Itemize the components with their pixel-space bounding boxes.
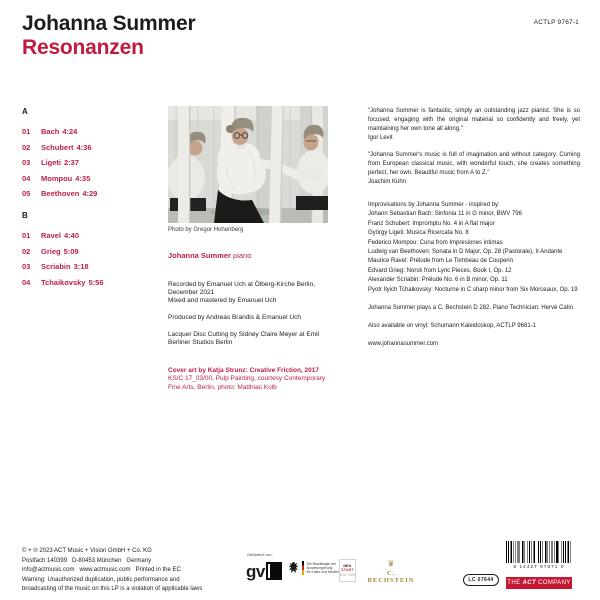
track-title: Tchaikovsky	[41, 277, 86, 287]
banner-word: THE	[507, 580, 521, 586]
gvl-logo-mark	[266, 562, 282, 580]
artist-name: Johanna Summer	[168, 251, 231, 260]
neustart-word: NEU	[343, 563, 352, 568]
tracklist	[22, 107, 162, 293]
banner-word: COMPANY	[538, 580, 571, 586]
inspiration-item: Maurice Ravel: Prélude from Le Tombeau de Couperin	[368, 258, 513, 265]
track-number: 03	[22, 158, 31, 167]
gvl-logo	[246, 562, 282, 580]
track-number: 04	[22, 173, 31, 183]
track-time: 4:35	[75, 173, 91, 183]
track-title: Grieg	[41, 246, 61, 256]
inspiration-item: Edvard Grieg: Norsk from Lyric Pieces, Book I, Op. 12	[368, 267, 512, 274]
copyright-block	[22, 547, 262, 595]
bkm-line: für Kultur und Medien	[306, 570, 340, 575]
quote-author: Igor Levit	[368, 135, 393, 141]
track-row	[22, 158, 162, 167]
production-credits	[168, 281, 333, 392]
bkm-logo-text	[307, 562, 339, 575]
inspiration-item: Alexander Scriabin: Prélude No. 6 in B minor, Op. 11	[368, 277, 508, 284]
neustart-word: KULTUR	[339, 572, 356, 577]
track-row	[22, 262, 162, 271]
inspiration-item: Ludwig van Beethoven: Sonata in D Major, Op. 28 (Pastorale), II Andante	[368, 249, 563, 256]
track-time: 4:40	[64, 231, 80, 240]
piano-note: Johanna Summer plays a C. Bechstein D 282. Piano Technician: Hervé Catin	[368, 305, 573, 312]
producer-credit: Produced by Andreas Brandis & Emanuel Uch	[168, 313, 301, 321]
track-row	[22, 127, 162, 136]
track-number: 05	[22, 189, 31, 198]
inspiration-item: Federico Mompou: Cuna from Impresiones intimas	[368, 239, 503, 246]
track-row	[22, 247, 162, 256]
side-b-label: B	[22, 211, 28, 220]
track-time: 3:18	[73, 262, 89, 271]
track-row	[22, 278, 162, 287]
track-title: Beethoven	[41, 189, 80, 198]
track-time: 5:56	[88, 277, 104, 287]
track-title: Ravel	[41, 231, 62, 240]
catalog-number: ACTLP 9767-1	[533, 19, 579, 26]
label-code-badge: LC 07644	[463, 574, 499, 586]
inspiration-item: Franz Schubert: Impromptu No. 4 in A flat major	[368, 220, 495, 227]
barcode	[506, 541, 572, 569]
quote-text: "Johanna Summer's music is full of imagination and without category. Coming from European classical music, with wonderful touch, she creates something perfect, her own. Beautiful music from A to Z."	[368, 152, 580, 176]
bkm-logo	[288, 561, 339, 575]
also-available-note: Also available on vinyl: Schumann Kaleidoskop, ACTLP 9681-1	[368, 323, 536, 330]
track-row	[22, 231, 162, 240]
inspiration-item: Johann Sebastian Bach: Sinfonia 11 in G minor, BWV 796	[368, 211, 522, 218]
quote-author: Joachim Kühn	[368, 179, 407, 185]
bechstein-logo-text: C. BECHSTEIN	[367, 570, 415, 584]
track-number: 04	[22, 277, 31, 287]
artist-instrument-credit	[168, 251, 251, 260]
track-time: 4:24	[62, 127, 78, 136]
banner-word-act: ACT	[522, 580, 537, 586]
federal-eagle-icon	[288, 561, 299, 575]
track-number: 01	[22, 231, 31, 240]
copyright-line: info@actmusic.com www.actmusic.com Printed in the EC	[22, 567, 181, 574]
track-time: 4:29	[82, 189, 98, 198]
track-time: 2:37	[64, 158, 80, 167]
track-title: Bach	[41, 127, 60, 136]
track-row	[22, 189, 162, 198]
artist-title: Johanna Summer	[22, 12, 196, 35]
bkm-line: Bundesregierung	[306, 565, 333, 570]
crown-icon: ♛	[387, 559, 395, 568]
barcode-digits: 6 14427 97671 0	[513, 564, 565, 569]
track-number: 02	[22, 246, 31, 256]
track-time: 4:36	[76, 142, 92, 152]
photo-credit: Photo by Gregor Hohenberg	[168, 227, 244, 233]
flag-stripe	[302, 561, 304, 575]
recording-credit: Recorded by Emanuel Uch at Ölberg-Kirche Berlin, December 2021	[168, 281, 316, 297]
album-title: Resonanzen	[22, 36, 144, 59]
track-time: 5:09	[63, 246, 79, 256]
track-row	[22, 143, 162, 152]
quote-text: "Johanna Summer is fantastic, simply an outstanding jazz pianist. She is so focused, engaging with the original material so confidently and freely, yet maintaining her own tone all along."	[368, 108, 580, 132]
bkm-line: Die Beauftragte der	[306, 561, 336, 566]
cover-art-detail: KS/C 17_03/00, Pulp Painting, courtesy Contemporary Fine Arts, Berlin, photo: Matthias Kolb	[168, 375, 326, 391]
album-photo	[168, 106, 328, 223]
cover-art-credit: Cover art by Katja Strunz: Creative Friction, 2017	[168, 367, 319, 375]
lacquer-credit: Lacquer Disc Cutting by Sidney Claire Meyer at Emil Berliner Studios Berlin	[168, 330, 320, 347]
photo-illustration	[168, 106, 328, 223]
track-number: 01	[22, 127, 31, 136]
inspiration-item: Pyotr Ilyich Tchaikovsky: Nocturne in C sharp minor from Six Morceaux, Op. 19	[368, 286, 578, 293]
track-title: Ligeti	[41, 158, 61, 167]
funded-by-label: Gefördert von:	[247, 552, 273, 557]
side-a-label: A	[22, 107, 28, 116]
gvl-logo-text: gv	[246, 562, 265, 581]
act-company-banner	[506, 577, 572, 589]
track-row	[22, 174, 162, 183]
track-title: Schubert	[41, 142, 74, 152]
liner-notes-column	[368, 107, 580, 349]
track-number: 02	[22, 142, 31, 152]
inspiration-item: György Ligeti: Musica Ricercata No. 8	[368, 230, 469, 237]
website-link: www.johannasummer.com	[368, 341, 439, 348]
copyright-line: broadcasting of the music on this LP is a violation of applicable laws	[22, 586, 203, 593]
neustart-word: START	[341, 568, 354, 573]
track-title: Scriabin	[41, 262, 71, 271]
barcode-bars	[506, 541, 572, 563]
neustart-kultur-logo	[339, 559, 356, 582]
track-number: 03	[22, 262, 31, 271]
mixing-credit: Mixed and mastered by Emanuel Uch	[168, 297, 277, 305]
copyright-line: © + ℗ 2023 ACT Music + Vision GmbH + Co. KG	[22, 548, 152, 554]
improvisations-intro: Improvisations by Johanna Summer - inspired by:	[368, 202, 500, 208]
copyright-line: Postfach 140399 D-80453 München Germany	[22, 557, 152, 564]
artist-instrument: piano	[233, 251, 252, 260]
copyright-line: Warning: Unauthorized duplication, public performance and	[22, 576, 180, 583]
bechstein-logo	[363, 559, 419, 584]
track-title: Mompou	[41, 173, 73, 183]
